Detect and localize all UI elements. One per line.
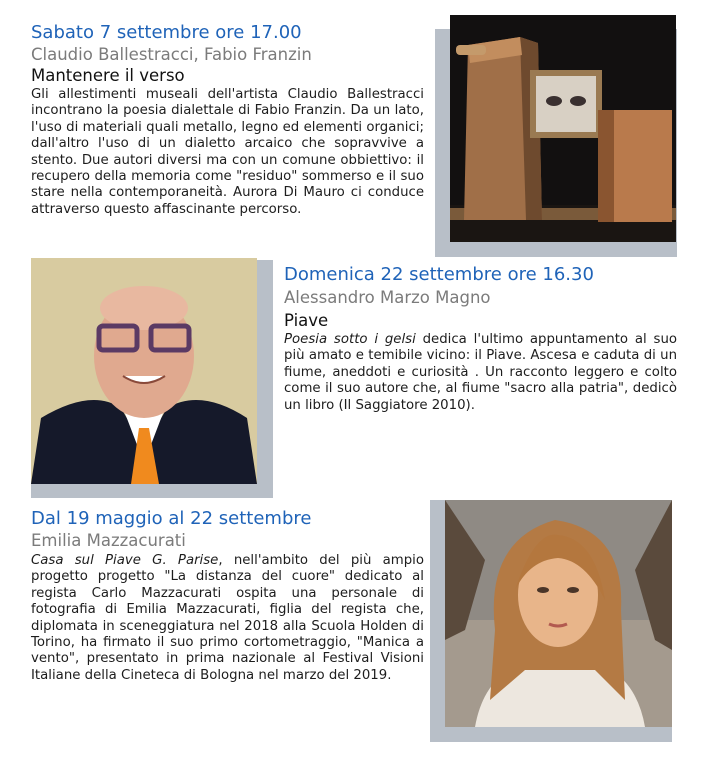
event-3-text: , nell'ambito del più ampio progetto progetto "La distanza del cuore" dedicato al regista Carlo Mazzacurati ospita una personale di fotografia di Emilia Mazzacurati, figlia del regista che, diplomata in sceneggiatura nel 2018 alla Scuola Holden di Torino, ha firmato il suo primo cortometraggio, "Manica a vento", presentato in prima nazionale al Festival Visioni Italiane della Cineteca di Bologna nel marzo del 2019. <box>31 553 424 683</box>
event-2-authors: Alessandro Marzo Magno <box>284 288 491 307</box>
event-2-text: dedica l'ultimo appuntamento al suo più amato e temibile vicino: il Piave. Ascesa e caduta di un fiume, aneddoti e curiosità . Un racconto leggero e colto come il suo autore che, al fiume "sacro alla patria", dedicò un libro (Il Saggiatore 2010). <box>284 332 678 413</box>
event-2-date: Domenica 22 settembre ore 16.30 <box>284 264 594 285</box>
event-3-work-title: Casa sul Piave G. Parise <box>31 553 219 568</box>
event-2-title: Piave <box>284 311 329 330</box>
event-2-work-title: Poesia sotto i gelsi <box>284 332 416 347</box>
event-3-description <box>31 553 424 684</box>
event-1-date: Sabato 7 settembre ore 17.00 <box>31 22 302 43</box>
event-2-description <box>284 332 677 414</box>
event-1-title: Mantenere il verso <box>31 66 185 85</box>
event-1-description: Gli allestimenti museali dell'artista Claudio Ballestracci incontrano la poesia dialettale di Fabio Franzin. Da un lato, l'uso di materiali quali metallo, legno ed elementi organici; dall'altro l'uso di un dialetto arcaico che sopravvive a stento. Due autori diversi ma con un comune obbiettivo: il recupero della memoria come "residuo" sommerso e il suo stare nella contemporaneità. Aurora Di Mauro ci conduce attraverso questo affascinante percorso. <box>31 87 424 217</box>
author-portrait-photo <box>445 500 672 727</box>
event-3-date: Dal 19 maggio al 22 settembre <box>31 508 312 529</box>
artwork-photo <box>450 15 676 242</box>
author-portrait-photo <box>31 258 257 484</box>
event-3-authors: Emilia Mazzacurati <box>31 531 186 550</box>
event-1-authors: Claudio Ballestracci, Fabio Franzin <box>31 45 312 64</box>
